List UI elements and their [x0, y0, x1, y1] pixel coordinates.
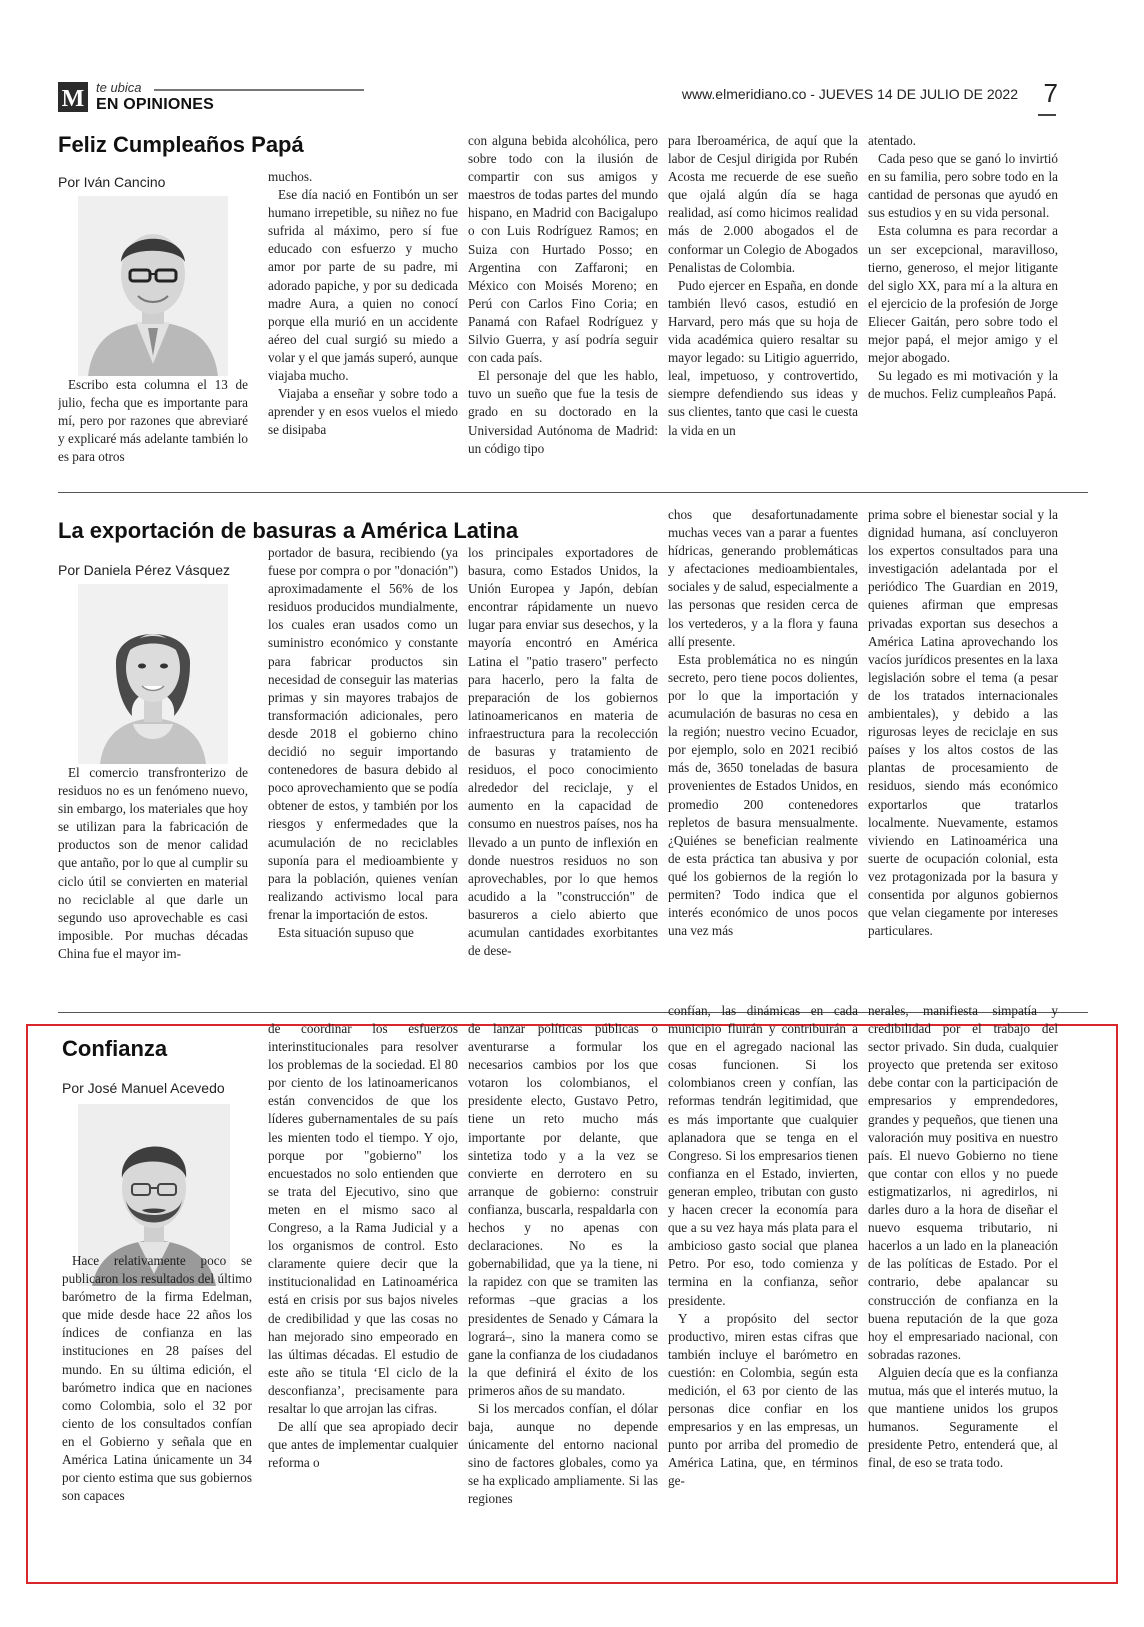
- page-number-underline: [1038, 114, 1056, 116]
- article-column-1: [58, 376, 248, 482]
- article-column-5: [868, 1002, 1058, 1566]
- article-column-4: [668, 506, 858, 1008]
- article-column-4: [668, 1002, 858, 1566]
- paragraph: para Iberoamérica, de aquí que la labor de Cesjul dirigida por Rubén Acosta me recuerde de ese sueño que ojalá algún día se haga realidad, así como hicimos realidad más de 2.000 abogados el de conformar un Colegio de Abogados Penalistas de Colombia.: [668, 133, 858, 275]
- article-column-1: [62, 1252, 252, 1566]
- paragraph: los principales exportadores de basura, como Estados Unidos, la Unión Europea y Japón, debían encontrar rápidamente un nuevo lugar para enviar sus desechos, y la mayoría encontró en América Latina el "patio trasero" perfecto para hacerlo, pero la falta de preparación de los gobiernos latinoamericanos en materia de infraestructura para la recolección de basuras y tratamiento de residuos, el poco conocimiento alrededor del reciclaje, y el aumento en la capacidad de consumo en nuestros países, nos ha llevado a un punto de inflexión en donde nuestros residuos no son aprovechables, por lo que hemos acudido a la "construcción" de basureros a cielo abierto que acumulan cantidades exorbitantes de dese-: [468, 545, 658, 959]
- article-column-1: [58, 764, 248, 1008]
- author-photo: [78, 584, 228, 764]
- section-title: EN OPINIONES: [96, 96, 214, 113]
- article-byline: Por Daniela Pérez Vásquez: [58, 562, 230, 578]
- paragraph: Alguien decía que es la confianza mutua, más que el interés mutuo, la que mantiene unidos los grupos humanos. Seguramente el presidente Petro, entenderá que, al final, de eso se trata todo.: [868, 1364, 1058, 1471]
- article-column-3: [468, 132, 658, 482]
- article-column-5: [868, 132, 1058, 482]
- article-column-2: [268, 544, 458, 1008]
- paragraph: De allí que sea apropiado decir que antes de implementar cualquier reforma o: [268, 1419, 458, 1471]
- paragraph: Pudo ejercer en España, en donde también llevó casos, estudió en Harvard, pero más que su hoja de vida académica quiero resaltar su mayor legado: su Litigio aguerrido, leal, impetuoso, y controvertido, siempre defendiendo sus ideas y sus clientes, tanto que casi le cuesta la vida en un: [668, 277, 858, 438]
- paragraph: confían, las dinámicas en cada municipio fluirán y contribuirán a que en el agregado nacional las cosas funcionen. Si los colombianos creen y confían, las reformas tendrán legitimidad, que es más importante que cualquier aplanadora que se tenga en el Congreso. Si los empresarios tienen confianza en el Estado, invierten, generan empleo, tributan con gusto y hacen crecer la economía para que a su vez haya más plata para el ambicioso gasto social que planea Petro. Por eso, todo comienza y termina en la confianza, señor presidente.: [668, 1003, 858, 1308]
- article-byline: Por José Manuel Acevedo: [62, 1080, 225, 1096]
- article-column-4: [668, 132, 858, 482]
- paragraph: Esta problemática no es ningún secreto, pero tiene pocos dolientes, por lo que la importación y acumulación de basuras no cesa en la región; nuestro vecino Ecuador, por ejemplo, solo en 2021 recibió más de, 3650 toneladas de basura provenientes de Estados Unidos, en promedio 200 contenedores repletos de basura mensualmente. ¿Quiénes se benefician realmente de esta práctica tan abusiva y por qué los gobiernos de la región lo permiten? Todo indica que el interés económico de unos pocos una vez más: [668, 651, 858, 939]
- paragraph: muchos.: [268, 169, 313, 184]
- article-column-3: [468, 1020, 658, 1566]
- paragraph: El personaje del que les hablo, tuvo un sueño que fue la tesis de grado en su doctorado en la Universidad Autónoma de Madrid: un código tipo: [468, 368, 658, 456]
- article-divider: [58, 492, 1088, 493]
- article-title: Feliz Cumpleaños Papá: [58, 132, 304, 157]
- paragraph: Viajaba a enseñar y sobre todo a aprender y en esos vuelos el miedo se disipaba: [268, 386, 458, 438]
- paragraph: Si los mercados confían, el dólar baja, aunque no depende únicamente del entorno nacional sino de factores globales, como ya se ha explicado ampliamente. Si las regiones: [468, 1400, 658, 1507]
- article-exportacion-basuras: [58, 507, 1088, 1008]
- paragraph: con alguna bebida alcohólica, pero sobre todo con la ilusión de compartir con sus amigos y maestros de todas partes del mundo hispano, en Madrid con Bacigalupo o con Luis Rodríguez Ramos; en Suiza con Hurtado Posso; en Argentina con Zaffaroni; en México con Moisés Moreno; en Perú con Carlos Fino Coria; en Panamá con Rafael Rodríguez y Silvio Guerra, y así podría seguir con cada país.: [468, 133, 658, 366]
- paragraph: Ese día nació en Fontibón un ser humano irrepetible, su niñez no fue sufrida al máximo, pero sí fue educado con esfuerzo y mucho amor por parte de su padre, mi adorado papiche, y por su dedicada madre Aura, a quien no conocí porque ella murió en un accidente aéreo del cual surgió su miedo a volar y el que jamás superó, aunque viajaba mucho.: [268, 187, 458, 384]
- paragraph: de coordinar los esfuerzos interinstitucionales para resolver los problemas de la sociedad. El 80 por ciento de los latinoamericanos están convencidos de que los líderes gubernamentales de su país les mienten todo el tiempo. Y ojo, porque por "gobierno" los encuestados no solo entienden que se trata del Ejecutivo, sino que meten en el mismo saco al Congreso, a la Rama Judicial y a los organismos de control. Esto claramente quiere decir que la institucionalidad en Latinoamérica está en crisis por sus bajos niveles de credibilidad y que las cosas no han mejorado sino empeorado en las últimas décadas. El estudio de este año se titula ‘El ciclo de la desconfianza’, precisamente para resaltar lo que arrojan las cifras.: [268, 1021, 458, 1416]
- article-title: La exportación de basuras a América Latina: [58, 518, 519, 543]
- paragraph: Esta columna es para recordar a un ser excepcional, maravilloso, tierno, generoso, el mejor litigante del siglo XX, para mí a la altura en el ejercicio de la profesión de Jorge Eliecer Gaitán, pero sobre todo el mejor papá, el mejor amigo y el mejor abogado.: [868, 223, 1058, 366]
- paragraph: chos que desafortunadamente muchas veces van a parar a fuentes hídricas, generando problemáticas y afectaciones medioambientales, sociales y de salud, especialmente a las personas que residen cerca de los vertederos, y a la flora y fauna allí presente.: [668, 507, 858, 649]
- paragraph: nerales, manifiesta simpatía y credibilidad por el trabajo del sector privado. Sin duda, cualquier proyecto que pretenda ser exitoso debe contar con la participación de empresarios y emprendedores, grandes y pequeños, que tienen una valoración muy positiva en nuestro país. El nuevo Gobierno no tiene que contar con ellos y no puede estigmatizarlos, ni agredirlos, ni darles duro a la hora de diseñar el nuevo esquema tributario, ni hacerlos a un lado en la planeación de las políticas de Estado. Por el contrario, debe apalancar su construcción de confianza en la buena reputación de la que goza hoy el empresariado nacional, con sobradas razones.: [868, 1003, 1058, 1362]
- masthead: [58, 78, 1088, 118]
- article-column-2: [268, 168, 458, 482]
- article-column-3: [468, 544, 658, 1008]
- paragraph: Su legado es mi motivación y la de muchos. Feliz cumpleaños Papá.: [868, 368, 1058, 402]
- svg-text:M: M: [61, 86, 85, 112]
- article-byline: Por Iván Cancino: [58, 174, 166, 190]
- paragraph: atentado.: [868, 133, 916, 148]
- article-title: Confianza: [62, 1036, 168, 1061]
- article-confianza: [58, 1003, 1088, 1566]
- article-column-5: [868, 506, 1058, 1008]
- newspaper-logo: [58, 82, 88, 112]
- article-column-2: [268, 1020, 458, 1566]
- dateline: www.elmeridiano.co - JUEVES 14 DE JULIO DE 2022: [681, 86, 1018, 102]
- paragraph: Y a propósito del sector productivo, miren estas cifras que también incluye el barómetro en cuestión: en Colombia, según esta medición, el 63 por ciento de las personas dice confiar en los empresarios y en las empresas, un punto por arriba del promedio de América Latina, que, en términos ge-: [668, 1310, 858, 1489]
- paragraph: El comercio transfronterizo de residuos no es un fenómeno nuevo, sin embargo, los materiales que hoy se utilizan para la fabricación de productos son de menor calidad que antaño, por lo que al cumplir su ciclo útil se convierten en material no reciclable al que darle un segundo uso aprovechable es casi imposible. Por muchas décadas China fue el mayor im-: [58, 765, 248, 961]
- paragraph: de lanzar políticas públicas o aventurarse a formular los necesarios cambios por los que votaron los colombianos, el presidente electo, Gustavo Petro, tiene un reto mucho más importante por delante, que sintetiza todo y a la vez se convierte en derrotero en su arranque de gobierno: construir confianza, buscarla, respaldarla con hechos y no apenas con declaraciones. No es la gobernabilidad, que ya la tiene, ni la rapidez con que se tramiten las reformas –que gracias a los presidentes de Senado y Cámara la logrará–, sino la manera como se gane la confianza de los ciudadanos la que definirá el éxito de los primeros años de su mandato.: [468, 1021, 658, 1398]
- paragraph: Escribo esta columna el 13 de julio, fecha que es importante para mí, pero por razones que abreviaré y explicaré más adelante también lo es para otros: [58, 377, 248, 465]
- author-photo: [78, 196, 228, 376]
- paragraph: prima sobre el bienestar social y la dignidad humana, así concluyeron los expertos consultados para una investigación adelantada por el periódico The Guardian en 2019, quienes afirman que empresas privadas exportan sus desechos a América Latina aprovechando los vacíos jurídicos presentes en la laxa legislación sobre el tema (a pesar de los tratados internacionales ambientales), y debido a las rigurosas leyes de reciclaje en sus países y los altos costos de las plantas de procesamiento de residuos, siendo más económico exportarlos que tratarlos localmente. Nuevamente, estamos viviendo en Latinoamérica una suerte de ocupación colonial, esta vez protagonizada por la basura y consentida por algunos gobiernos que velan ciegamente por intereses particulares.: [868, 507, 1058, 939]
- paragraph: Esta situación supuso que: [278, 924, 414, 940]
- paragraph: portador de basura, recibiendo (ya fuese por compra o por "donación") aproximadamente el 56% de los residuos producidos mundialmente, los cuales eran usados como un suministro económico y constante para fabricar productos sin necesidad de conseguir las materias primas y sin mayores trabajos de transformación adicionales, pero desde 2018 el gobierno chino decidió no seguir importando contenedores de basura debido al poco aprovechamiento que se podía obtener de estos, y también por los riesgos y enfermedades que la acumulación de no reciclables suponía para el medioambiente y para la población, quienes venían realizando activismo local para frenar la importación de estos.: [268, 545, 458, 922]
- page-number: 7: [1043, 78, 1058, 108]
- paragraph: Cada peso que se ganó lo invirtió en su familia, pero sobre todo en la cantidad de personas que ayudó en sus estudios y en su vida personal.: [868, 151, 1058, 221]
- kicker-divider: [154, 89, 364, 91]
- section-kicker: te ubica: [96, 80, 142, 95]
- article-feliz-cumpleanos: [58, 132, 1088, 482]
- paragraph: Hace relativamente poco se publicaron los resultados del último barómetro de la firma Edelman, que mide desde hace 22 años los índices de confianza en las instituciones en 28 países del mundo. En su última edición, el barómetro indica que en naciones como Colombia, solo el 32 por ciento de los consultados confían en el Gobierno y señala que en América Latina únicamente un 34 por ciento estima que sus gobiernos son capaces: [62, 1253, 252, 1504]
